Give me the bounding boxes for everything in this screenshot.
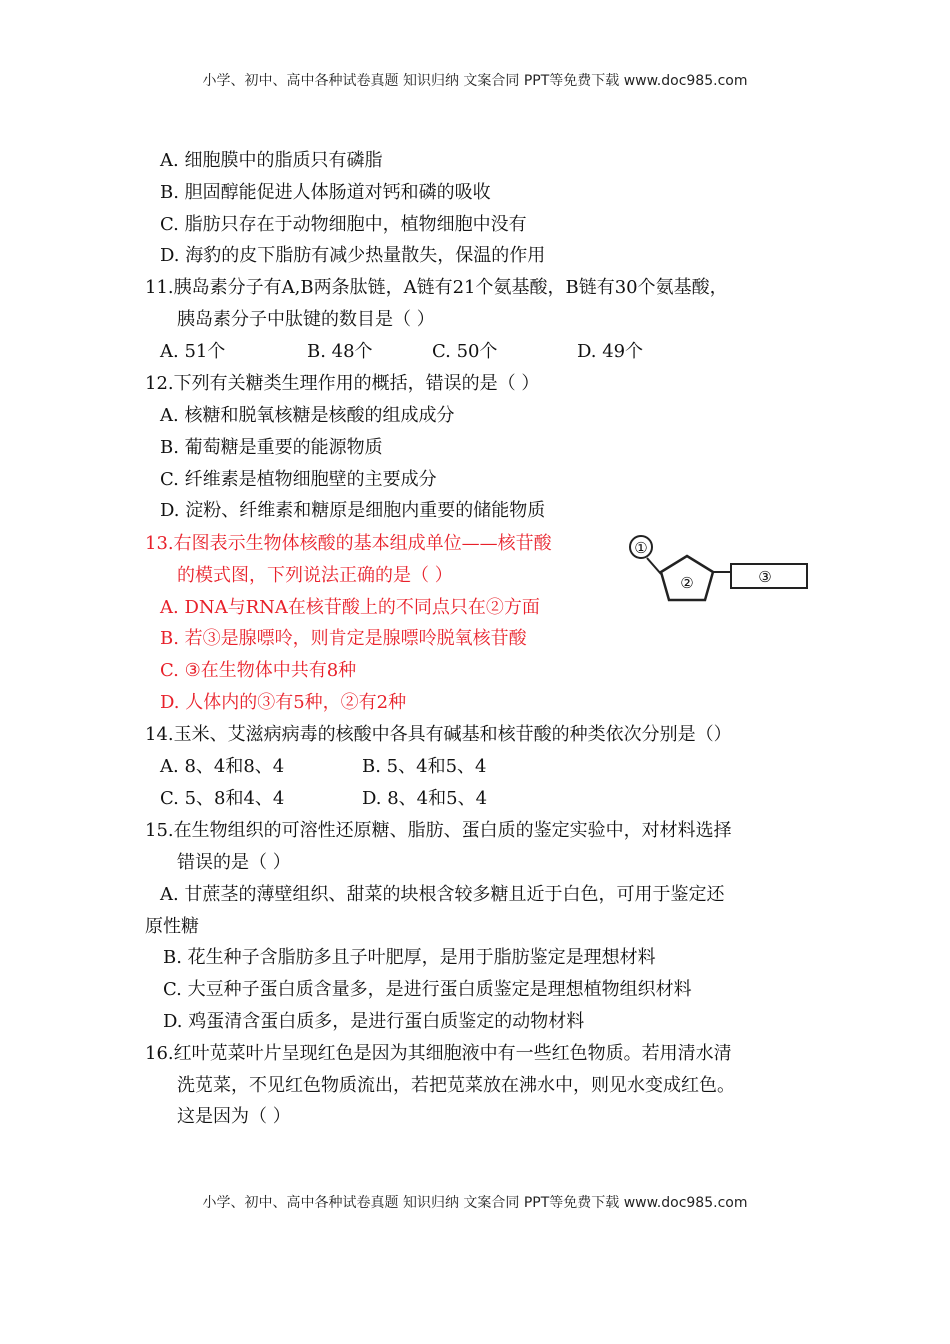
q12-option-b: B. 葡萄糖是重要的能源物质 [160, 437, 383, 458]
label-3: ③ [758, 568, 772, 586]
q12-stem: 12.下列有关糖类生理作用的概括，错误的是（ ） [145, 373, 540, 394]
q11-option-b: B. 48个 [307, 341, 373, 362]
q13-option-a: A. DNA与RNA在核苷酸上的不同点只在②方面 [160, 597, 540, 618]
q10-option-b: B. 胆固醇能促进人体肠道对钙和磷的吸收 [160, 182, 491, 203]
q15-option-a-line2: 原性糖 [145, 916, 199, 937]
q14-option-d: D. 8、4和5、4 [362, 788, 488, 809]
q10-option-a: A. 细胞膜中的脂质只有磷脂 [160, 150, 383, 171]
q14-option-b: B. 5、4和5、4 [362, 756, 487, 777]
q12-option-a: A. 核糖和脱氧核糖是核酸的组成成分 [160, 405, 455, 426]
q15-stem-line2: 错误的是（ ） [177, 852, 291, 873]
label-1: ① [634, 539, 648, 557]
q11-stem-line1: 11.胰岛素分子有A,B两条肽链，A链有21个氨基酸，B链有30个氨基酸， [145, 277, 728, 298]
q10-option-d: D. 海豹的皮下脂肪有减少热量散失，保温的作用 [160, 245, 546, 266]
q13-option-c: C. ③在生物体中共有8种 [160, 660, 357, 681]
q14-stem: 14.玉米、艾滋病病毒的核酸中各具有碱基和核苷酸的种类依次分别是（） [145, 724, 732, 745]
q12-option-d: D. 淀粉、纤维素和糖原是细胞内重要的储能物质 [160, 500, 546, 521]
q15-option-c: C. 大豆种子蛋白质含量多，是进行蛋白质鉴定是理想植物组织材料 [163, 979, 692, 1000]
q15-option-a-line1: A. 甘蔗茎的薄壁组织、甜菜的块根含较多糖且近于白色，可用于鉴定还 [160, 884, 725, 905]
q13-option-d: D. 人体内的③有5种，②有2种 [160, 692, 407, 713]
q11-option-a: A. 51个 [160, 341, 226, 362]
q13-stem-line2: 的模式图，下列说法正确的是（ ） [177, 565, 453, 586]
bond-line-1 [647, 558, 661, 574]
q13-stem-line1: 13.右图表示生物体核酸的基本组成单位——核苷酸 [145, 533, 552, 554]
page-footer: 小学、初中、高中各种试卷真题 知识归纳 文案合同 PPT等免费下载 www.doc985.com [202, 1195, 748, 1211]
q16-stem-line1: 16.红叶苋菜叶片呈现红色是因为其细胞液中有一些红色物质。若用清水清 [145, 1043, 732, 1064]
q10-option-c: C. 脂肪只存在于动物细胞中，植物细胞中没有 [160, 214, 527, 235]
q12-option-c: C. 纤维素是植物细胞壁的主要成分 [160, 469, 437, 490]
q16-stem-line3: 这是因为（ ） [177, 1106, 291, 1127]
page-header: 小学、初中、高中各种试卷真题 知识归纳 文案合同 PPT等免费下载 www.doc985.com [202, 73, 748, 89]
q11-stem-line2: 胰岛素分子中肽键的数目是（ ） [177, 309, 435, 330]
q15-option-d: D. 鸡蛋清含蛋白质多，是进行蛋白质鉴定的动物材料 [163, 1011, 585, 1032]
q16-stem-line2: 洗苋菜，不见红色物质流出，若把苋菜放在沸水中，则见水变成红色。 [177, 1075, 735, 1096]
q11-option-d: D. 49个 [577, 341, 644, 362]
q14-option-c: C. 5、8和4、4 [160, 788, 285, 809]
q11-option-c: C. 50个 [432, 341, 498, 362]
q15-option-b: B. 花生种子含脂肪多且子叶肥厚，是用于脂肪鉴定是理想材料 [163, 947, 656, 968]
label-2: ② [680, 574, 694, 592]
nucleotide-diagram [625, 530, 815, 610]
q13-option-b: B. 若③是腺嘌呤，则肯定是腺嘌呤脱氧核苷酸 [160, 628, 527, 649]
q15-stem-line1: 15.在生物组织的可溶性还原糖、脂肪、蛋白质的鉴定实验中，对材料选择 [145, 820, 732, 841]
q14-option-a: A. 8、4和8、4 [160, 756, 285, 777]
